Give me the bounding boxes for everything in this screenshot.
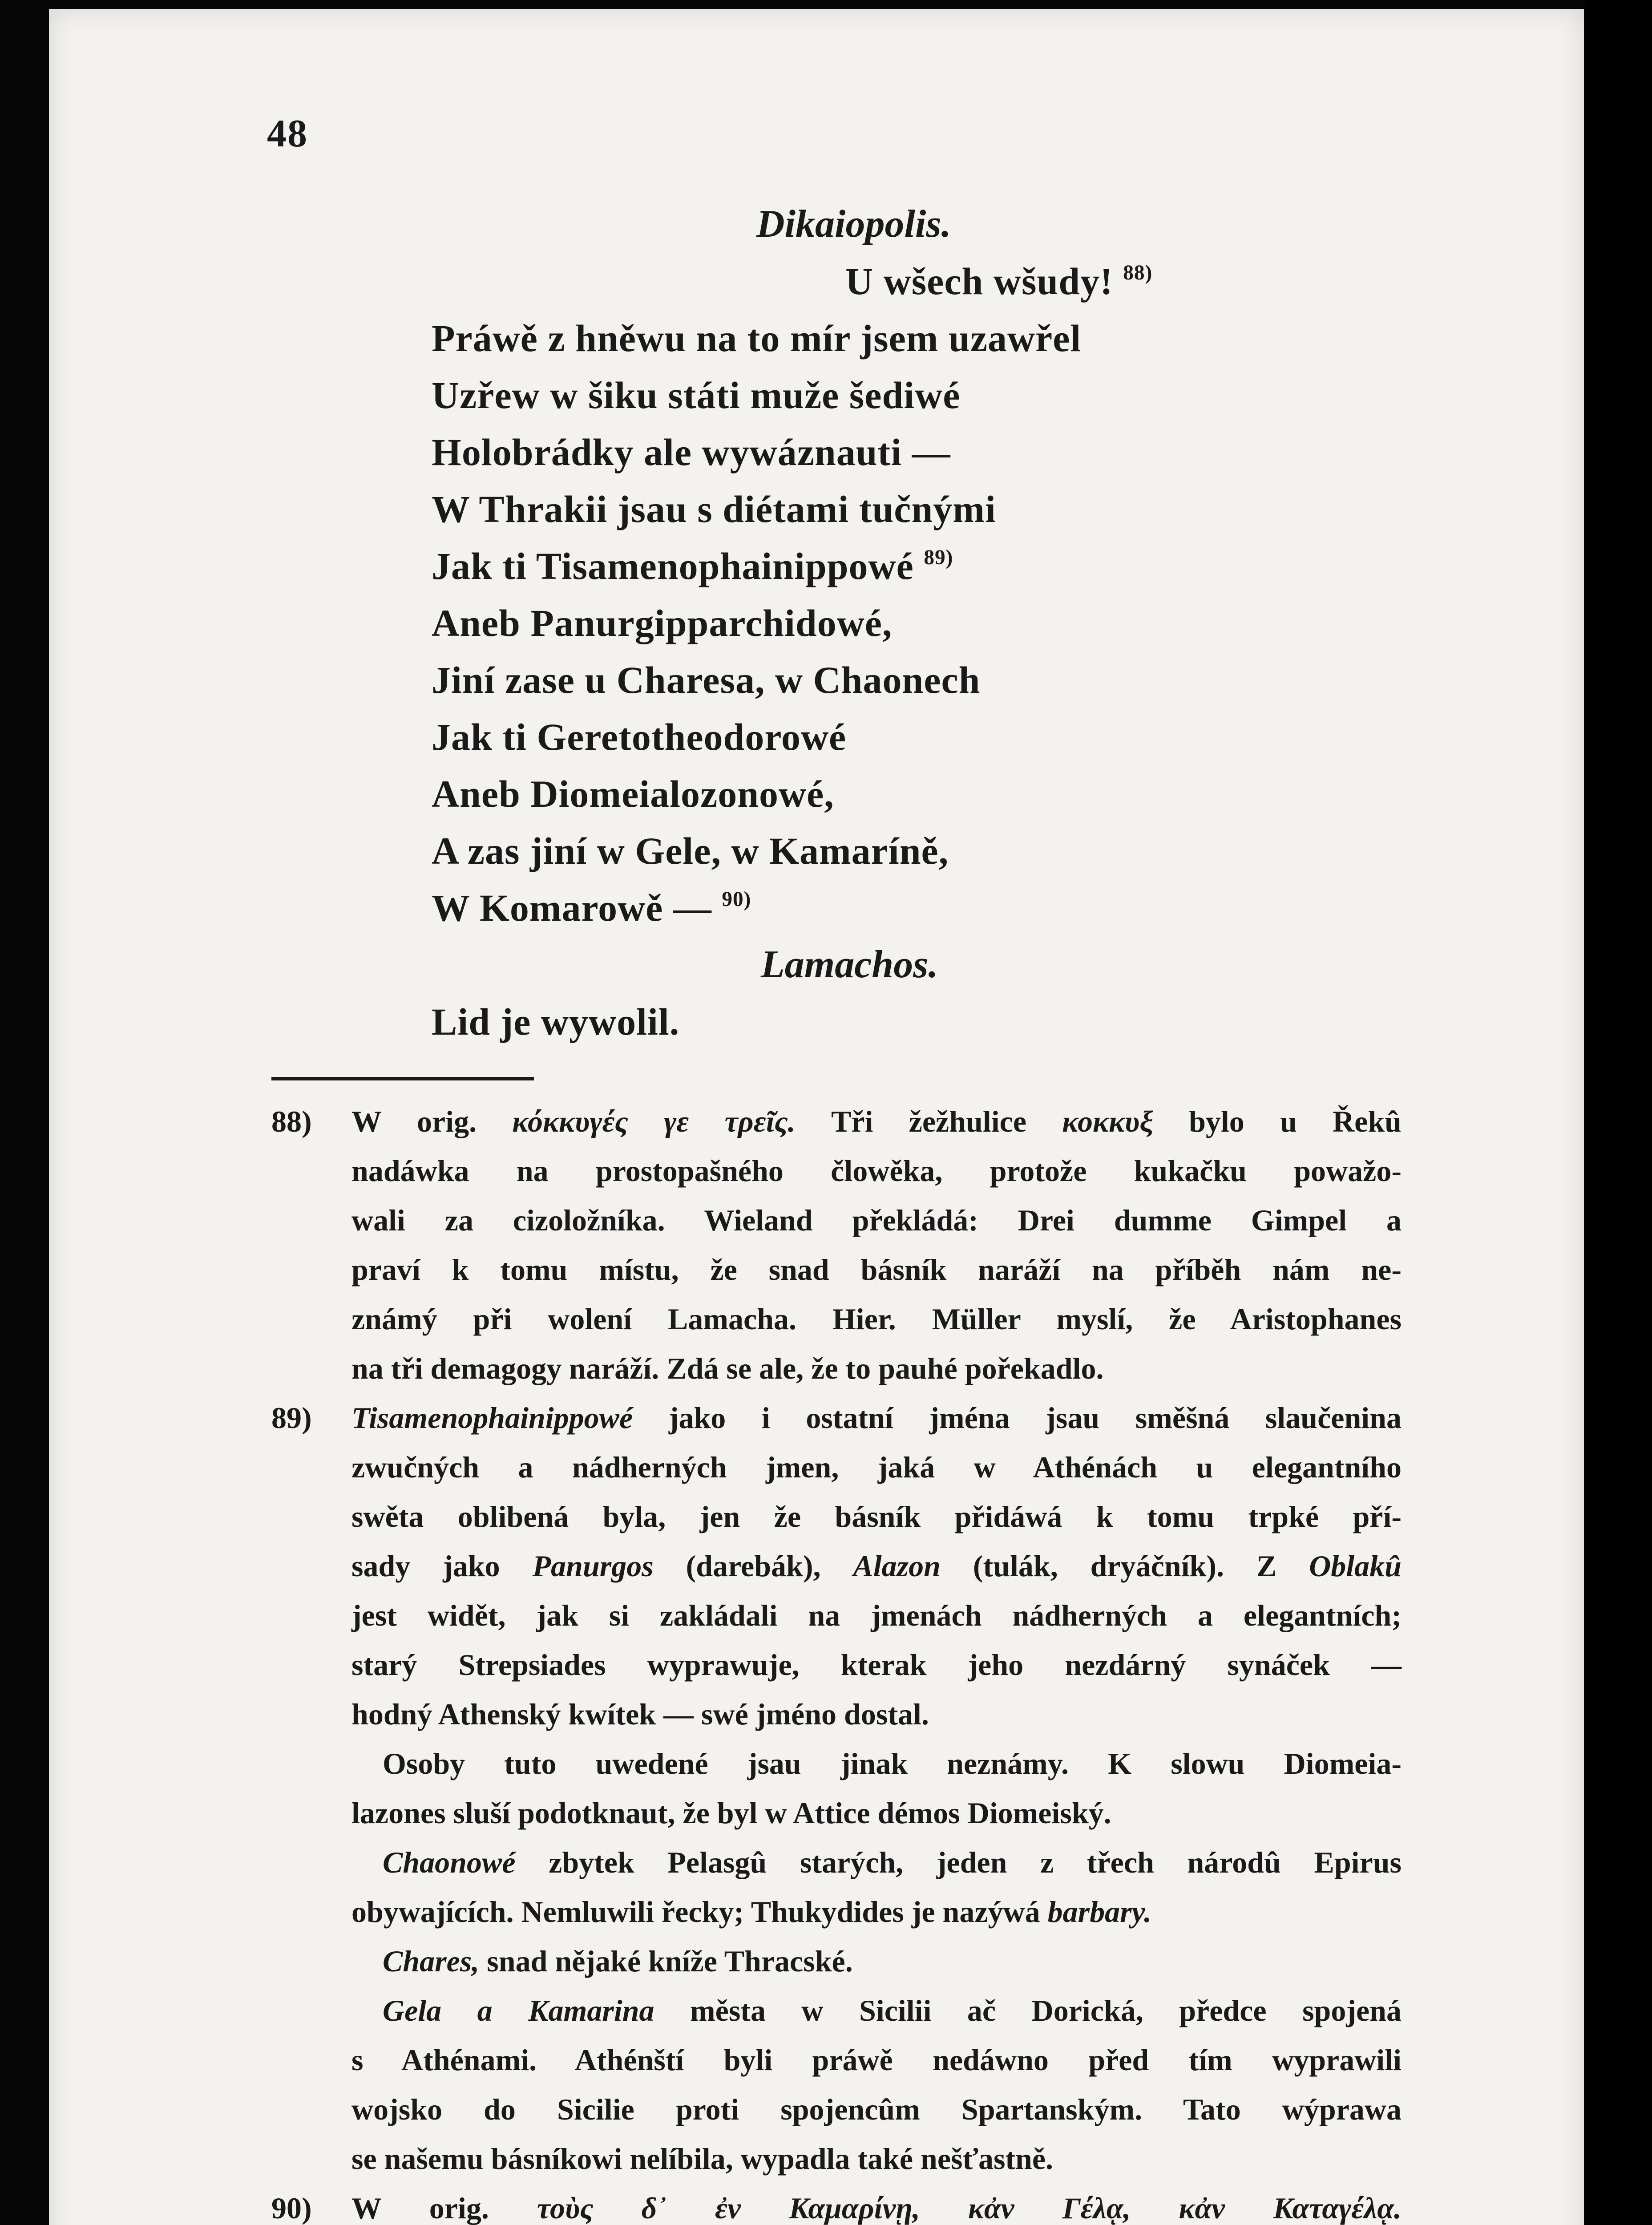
verse-text: Holobrádky ale wywáznauti —: [432, 431, 951, 473]
italic-text: Chares,: [383, 1944, 480, 1978]
footnote-line: lazones sluší podotknaut, že byl w Attice démos Diomeiský.: [351, 1796, 1111, 1830]
verse-text: W Komarowě —: [432, 886, 712, 929]
scan-edge: [1585, 0, 1652, 2225]
footnote-separator: [271, 1077, 534, 1080]
verse-line: [432, 765, 1410, 822]
footnote-ref: 88): [1123, 261, 1153, 284]
verse-text: Lid je wywolil.: [432, 1000, 680, 1043]
footnote-number: 90): [271, 2191, 312, 2225]
verse-text: Jak ti Geretotheodorowé: [432, 716, 847, 758]
italic-text: τοὺς δ᾽ ἐν Καμαρίνῃ, κἀν Γέλᾳ, κἀν Καταγέλᾳ.: [537, 2191, 1402, 2225]
verse-line: [845, 253, 1410, 310]
footnote: [271, 1097, 1402, 1393]
verse-text: Jiní zase u Charesa, w Chaonech: [432, 659, 981, 701]
verse-text: A zas jiní w Gele, w Kamaríně,: [432, 829, 949, 872]
verse-text: Práwě z hněwu na to mír jsem uzawřel: [432, 317, 1082, 360]
verse-line: [432, 708, 1410, 765]
footnotes: [271, 1097, 1402, 2225]
verse-line: [432, 651, 1410, 708]
verse-line: [432, 538, 1410, 595]
italic-text: Alazon: [853, 1549, 941, 1583]
footnote-line: hodný Athenský kwítek — swé jméno dostal.: [351, 1697, 929, 1731]
footnote-line: zwučných a nádherných jmen, jaká w Athénách u elegantního: [351, 1450, 1402, 1484]
verse-line: [432, 481, 1410, 538]
footnote-number: 88): [271, 1104, 312, 1138]
footnote: [271, 2184, 1402, 2225]
footnote-line: známý při wolení Lamacha. Hier. Müller myslí, že Aristophanes: [351, 1302, 1402, 1336]
italic-text: Panurgos: [532, 1549, 654, 1583]
verse-line: [432, 424, 1410, 481]
italic-text: barbary.: [1047, 1895, 1152, 1929]
footnote-ref: 90): [722, 887, 751, 911]
verse-text: Uzřew w šiku státi muže šediwé: [432, 374, 961, 417]
verse-line: [432, 993, 1410, 1050]
footnote-line: se našemu básníkowi nelíbila, wypadla také nešťastně.: [351, 2142, 1054, 2176]
italic-text: Chaonowé: [383, 1845, 516, 1879]
verse-line: [432, 879, 1410, 936]
speaker-name: Lamachos.: [761, 943, 938, 986]
verse-text: Aneb Panurgipparchidowé,: [432, 602, 893, 644]
footnote-line: Chares, snad nějaké kníže Thracské.: [383, 1944, 853, 1978]
italic-text: Oblakû: [1309, 1549, 1402, 1583]
italic-text: κοκκυξ: [1062, 1104, 1153, 1138]
page-number: 48: [267, 112, 308, 155]
footnote-ref: 89): [924, 546, 953, 569]
footnote-line: na tři demagogy naráží. Zdá se ale, že to pauhé pořekadlo.: [351, 1351, 1104, 1385]
footnote-line: obywajících. Nemluwili řecky; Thukydides je nazýwá barbary.: [351, 1895, 1152, 1929]
footnote-line: W orig. κόκκυγές γε τρεῖς. Tři žežhulice κοκκυξ bylo u Řekû: [351, 1104, 1402, 1138]
footnote-line: wojsko do Sicilie proti spojencûm Spartanským. Tato wýprawa: [351, 2092, 1402, 2126]
footnote-line: Osoby tuto uwedené jsau jinak neznámy. K slowu Diomeia-: [383, 1747, 1402, 1780]
footnote-line: nadáwka na prostopašného člowěka, protože kukačku powažo-: [351, 1154, 1402, 1188]
verse-line: [432, 595, 1410, 651]
verse-line: [432, 310, 1410, 367]
footnote-line: Gela a Kamarina města w Sicilii ač Dorická, předce spojená: [383, 1994, 1402, 2027]
italic-text: Tisamenophainippowé: [351, 1401, 633, 1435]
footnote-line: jest widět, jak si zakládali na jmenách nádherných a elegantních;: [351, 1598, 1402, 1632]
footnote-line: s Athénami. Athénští byli práwě nedáwno před tím wyprawili: [351, 2043, 1402, 2077]
italic-text: Gela a Kamarina: [383, 1994, 654, 2027]
footnote-line: swěta oblibená byla, jen že básník přidáwá k tomu trpké pří-: [351, 1500, 1402, 1533]
italic-text: κόκκυγές γε τρεῖς.: [512, 1104, 796, 1138]
footnote-line: wali za cizoložníka. Wieland překládá: Drei dumme Gimpel a: [351, 1203, 1402, 1237]
speaker-name: Dikaiopolis.: [756, 202, 951, 246]
footnote-number: 89): [271, 1401, 312, 1435]
footnote-line: praví k tomu místu, že snad básník naráží na příběh nám ne-: [351, 1253, 1402, 1286]
verse-text: Jak ti Tisamenophainippowé: [432, 545, 914, 587]
footnote-line: starý Strepsiades wyprawuje, kterak jeho nezdárný synáček —: [351, 1648, 1402, 1682]
verse-text: Aneb Diomeialozonowé,: [432, 773, 834, 815]
verse-line: [432, 367, 1410, 424]
verse-passage: [432, 196, 1410, 1050]
verse-text: W Thrakii jsau s diétami tučnými: [432, 488, 996, 530]
verse-line: [432, 822, 1410, 879]
footnote-line: Tisamenophainippowé jako i ostatní jména jsau směšná slaučenina: [351, 1401, 1402, 1435]
verse-text: U wšech wšudy!: [845, 260, 1113, 303]
footnote-line: W orig. τοὺς δ᾽ ἐν Καμαρίνῃ, κἀν Γέλᾳ, κἀν Καταγέλᾳ.: [351, 2191, 1402, 2225]
footnote: [271, 1393, 1402, 2184]
footnote-line: Chaonowé zbytek Pelasgû starých, jeden z třech národû Epirus: [383, 1845, 1402, 1879]
footnote-line: sady jako Panurgos (darebák), Alazon (tulák, dryáčník). Z Oblakû: [351, 1549, 1402, 1583]
